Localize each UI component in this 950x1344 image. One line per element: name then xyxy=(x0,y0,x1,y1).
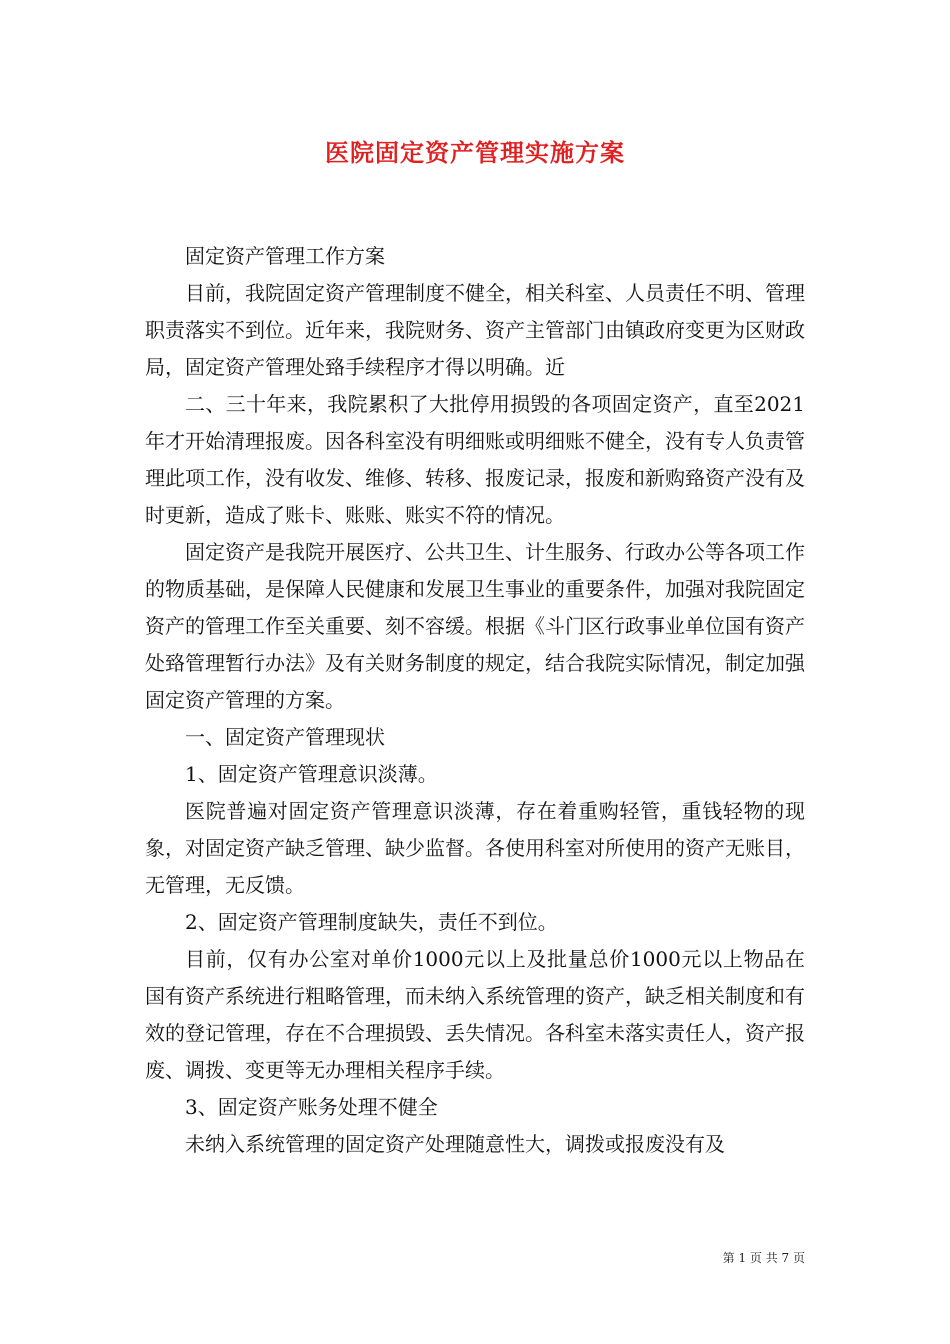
paragraph-subtitle: 固定资产管理工作方案 xyxy=(185,244,385,268)
document-body xyxy=(145,238,805,1163)
subheading-awareness: 1、固定资产管理意识淡薄。 xyxy=(185,762,438,786)
paragraph-history: 二、三十年来，我院累积了大批停用损毁的各项固定资产，直至2021年才开始清理报废。因各科室没有明细账或明细账不健全，没有专人负责管理此项工作，没有收发、维修、转移、报废记录，报废和新购臵资产没有及时更新，造成了账卡、账账、账实不符的情况。 xyxy=(145,392,805,527)
paragraph-intro: 目前，我院固定资产管理制度不健全，相关科室、人员责任不明、管理职责落实不到位。近年来，我院财务、资产主管部门由镇政府变更为区财政局，固定资产管理处臵手续程序才得以明确。近 xyxy=(145,281,805,379)
section-heading-status: 一、固定资产管理现状 xyxy=(185,725,385,749)
page-number-footer: 第 1 页 共 7 页 xyxy=(722,1251,805,1265)
paragraph-accounting: 未纳入系统管理的固定资产处理随意性大，调拨或报废没有及 xyxy=(185,1132,725,1156)
subheading-accounting: 3、固定资产账务处理不健全 xyxy=(185,1095,438,1119)
paragraph-system: 目前，仅有办公室对单价1000元以上及批量总价1000元以上物品在国有资产系统进行粗略管理，而未纳入系统管理的资产，缺乏相关制度和有效的登记管理，存在不合理损毁、丢失情况。各科室未落实责任人，资产报废、调拨、变更等无办理相关程序手续。 xyxy=(145,947,805,1082)
paragraph-awareness: 医院普遍对固定资产管理意识淡薄，存在着重购轻管，重钱轻物的现象，对固定资产缺乏管理、缺少监督。各使用科室对所使用的资产无账目，无管理，无反馈。 xyxy=(145,799,805,897)
document-title: 医院固定资产管理实施方案 xyxy=(325,138,625,167)
paragraph-importance: 固定资产是我院开展医疗、公共卫生、计生服务、行政办公等各项工作的物质基础，是保障人民健康和发展卫生事业的重要条件，加强对我院固定资产的管理工作至关重要、刻不容缓。根据《斗门区行政事业单位国有资产处臵管理暂行办法》及有关财务制度的规定，结合我院实际情况，制定加强固定资产管理的方案。 xyxy=(145,540,805,712)
subheading-system: 2、固定资产管理制度缺失，责任不到位。 xyxy=(185,910,558,934)
